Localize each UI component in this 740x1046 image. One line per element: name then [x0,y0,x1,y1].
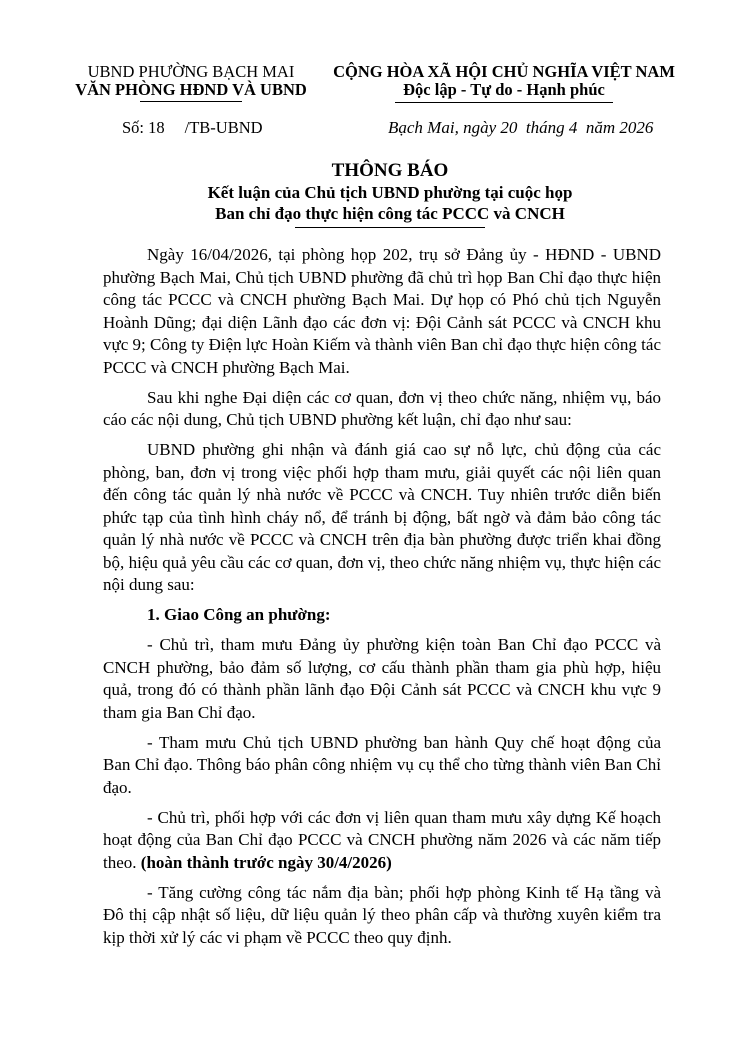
document-number-suffix: /TB-UBND [184,118,263,137]
task-item-3-deadline: (hoàn thành trước ngày 30/4/2026) [140,852,392,872]
agency-line-1: UBND PHƯỜNG BẠCH MAI [87,62,295,81]
task-item-4: - Tăng cường công tác nắm địa bàn; phối hợp phòng Kinh tế Hạ tầng và Đô thị cập nhật số liệu, dữ liệu quản lý theo phân cấp và thường xuyên kiểm tra kịp thời xử lý các vi phạm về PCCC theo quy định. [103,882,661,947]
document-number-prefix: Số: 18 [122,118,165,137]
national-header-block [328,63,680,103]
task-item-3-text: - Chủ trì, phối hợp với các đơn vị liên quan tham mưu xây dựng Kế hoạch hoạt động của Ban Chỉ đạo PCCC và CNCH phường năm 2026 và các năm tiếp theo. [103,807,661,872]
paragraph-conclusion-intro: Sau khi nghe Đại diện các cơ quan, đơn vị theo chức năng, nhiệm vụ, báo cáo các nội dung, Chủ tịch UBND phường kết luận, chỉ đạo như sau: [103,387,661,429]
title-underline [295,227,485,228]
subject-line-2: Ban chỉ đạo thực hiện công tác PCCC và CNCH [215,204,565,223]
task-item-2: - Tham mưu Chủ tịch UBND phường ban hành Quy chế hoạt động của Ban Chỉ đạo. Thông báo phân công nhiệm vụ cụ thể cho từng thành viên Ban Chỉ đạo. [103,732,661,797]
section-1-heading: 1. Giao Công an phường: [147,605,331,624]
paragraph-meeting-info: Ngày 16/04/2026, tại phòng họp 202, trụ sở Đảng ủy - HĐND - UBND phường Bạch Mai, Chủ tịch UBND phường đã chủ trì họp Ban Chỉ đạo thực hiện công tác PCCC và CNCH phường Bạch Mai. Dự họp có Phó chủ tịch Nguyễn Hoành Dũng; đại diện Lãnh đạo các đơn vị: Đội Cảnh sát PCCC và CNCH khu vực 9; Công ty Điện lực Hoàn Kiếm và thành viên Ban chỉ đạo thực hiện công tác PCCC và CNCH phường Bạch Mai. [103,245,661,377]
document-type: THÔNG BÁO [331,160,449,181]
national-motto: Độc lập - Tự do - Hạnh phúc [403,80,605,99]
agency-underline [140,101,242,102]
document-number [122,118,263,138]
place-and-date: Bạch Mai, ngày 20 tháng 4 năm 2026 [388,118,654,137]
task-item-3 [103,807,661,875]
task-item-1: - Chủ trì, tham mưu Đảng ủy phường kiện toàn Ban Chỉ đạo PCCC và CNCH phường, bảo đảm số lượng, cơ cấu thành phần tham gia phù hợp, hiệu quả, trong đó có thành phần lãnh đạo Đội Cảnh sát PCCC và CNCH khu vực 9 tham gia Ban Chỉ đạo. [103,635,661,722]
motto-underline [395,102,613,103]
paragraph-assessment: UBND phường ghi nhận và đánh giá cao sự nỗ lực, chủ động của các phòng, ban, đơn vị trong việc phối hợp tham mưu, giải quyết các nội liên quan đến công tác quản lý nhà nước về PCCC và CNCH. Tuy nhiên trước diễn biến phức tạp của tình hình cháy nổ, để tránh bị động, bất ngờ và đảm bảo công tác quản lý nhà nước về PCCC và CNCH trên địa bàn phường được triển khai đồng bộ, hiệu quả yêu cầu các cơ quan, đơn vị, theo chức năng nhiệm vụ, thực hiện các nội dung sau: [103,440,661,594]
subject-line-1: Kết luận của Chủ tịch UBND phường tại cuộc họp [207,183,573,202]
nation-name: CỘNG HÒA XÃ HỘI CHỦ NGHĨA VIỆT NAM [333,62,675,81]
issuing-agency-block [60,63,322,102]
agency-line-2: VĂN PHÒNG HĐND VÀ UBND [75,80,307,99]
document-title-block [60,160,720,228]
document-body [103,244,661,957]
